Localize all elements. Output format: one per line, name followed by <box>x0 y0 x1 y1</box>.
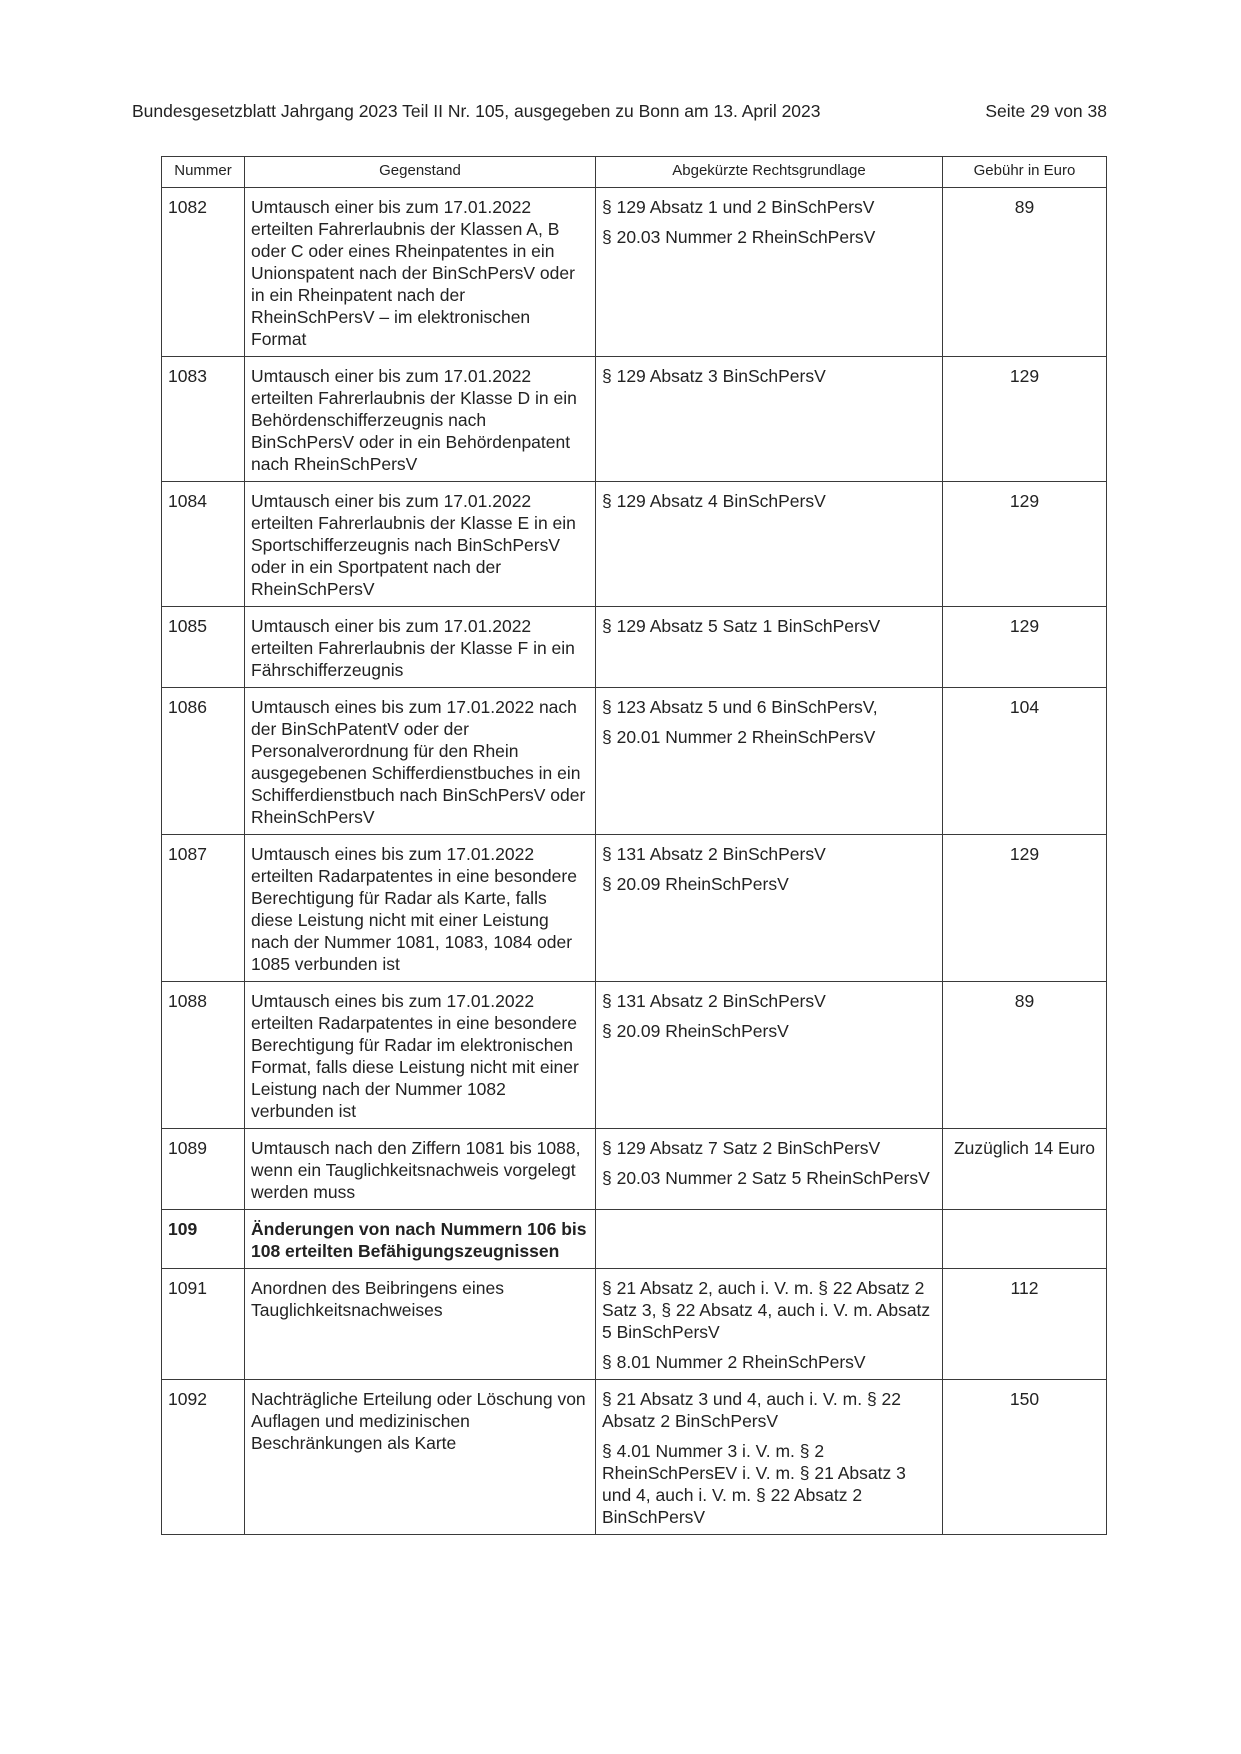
column-header-legal-basis: Abgekürzte Rechtsgrundlage <box>596 157 943 188</box>
table-header-row <box>162 157 1107 188</box>
row-legal-basis <box>596 1269 943 1380</box>
row-legal-basis <box>596 607 943 688</box>
row-fee: Zuzüglich 14 Euro <box>943 1129 1107 1210</box>
row-fee: 129 <box>943 607 1107 688</box>
row-subject: Umtausch nach den Ziffern 1081 bis 1088, wenn ein Tauglichkeitsnachweis vorgelegt werden muss <box>245 1129 596 1210</box>
legal-basis-entry: § 129 Absatz 4 BinSchPersV <box>602 491 826 511</box>
row-number: 1087 <box>162 835 245 982</box>
legal-basis-entry: § 129 Absatz 5 Satz 1 BinSchPersV <box>602 616 881 636</box>
row-legal-basis <box>596 1129 943 1210</box>
legal-basis-entry: § 4.01 Nummer 3 i. V. m. § 2 RheinSchPersEV i. V. m. § 21 Absatz 3 und 4, auch i. V. m. § 22 Absatz 2 BinSchPersV <box>602 1441 906 1527</box>
legal-basis-entry: § 129 Absatz 3 BinSchPersV <box>602 366 826 386</box>
row-fee: 150 <box>943 1380 1107 1535</box>
row-subject: Umtausch eines bis zum 17.01.2022 erteilten Radarpatentes in eine besondere Berechtigung für Radar im elektronischen Format, falls diese Leistung nicht mit einer Leistung nach der Nummer 1082 verbunden ist <box>245 982 596 1129</box>
table-row <box>162 607 1107 688</box>
row-number: 1091 <box>162 1269 245 1380</box>
legal-basis-entry: § 21 Absatz 2, auch i. V. m. § 22 Absatz 2 Satz 3, § 22 Absatz 4, auch i. V. m. Absatz 5 BinSchPersV <box>602 1278 931 1342</box>
table-row <box>162 1380 1107 1535</box>
row-legal-basis <box>596 188 943 357</box>
row-number: 1082 <box>162 188 245 357</box>
row-legal-basis <box>596 982 943 1129</box>
row-number: 1092 <box>162 1380 245 1535</box>
legal-basis-entry: § 20.03 Nummer 2 Satz 5 RheinSchPersV <box>602 1168 930 1188</box>
table-group-row <box>162 1210 1107 1269</box>
row-number: 1084 <box>162 482 245 607</box>
column-header-number: Nummer <box>162 157 245 188</box>
row-legal-basis <box>596 688 943 835</box>
row-subject: Anordnen des Beibringens eines Tauglichkeitsnachweises <box>245 1269 596 1380</box>
fee-table <box>161 156 1107 1535</box>
legal-basis-entry: § 8.01 Nummer 2 RheinSchPersV <box>602 1352 866 1372</box>
row-fee: 89 <box>943 188 1107 357</box>
row-number: 1088 <box>162 982 245 1129</box>
row-number: 1086 <box>162 688 245 835</box>
row-subject: Änderungen von nach Nummern 106 bis 108 erteilten Befähigungszeugnissen <box>245 1210 596 1269</box>
legal-basis-entry: § 129 Absatz 7 Satz 2 BinSchPersV <box>602 1138 881 1158</box>
row-subject: Umtausch eines bis zum 17.01.2022 erteilten Radarpatentes in eine besondere Berechtigung für Radar als Karte, falls diese Leistung nicht mit einer Leistung nach der Nummer 1081, 1083, 1084 oder 1085 verbunden ist <box>245 835 596 982</box>
row-fee: 129 <box>943 835 1107 982</box>
row-number: 1089 <box>162 1129 245 1210</box>
row-legal-basis <box>596 357 943 482</box>
row-legal-basis <box>596 1210 943 1269</box>
legal-basis-entry: § 20.03 Nummer 2 RheinSchPersV <box>602 227 876 247</box>
row-fee: 129 <box>943 357 1107 482</box>
page-header <box>132 99 1107 123</box>
row-subject: Umtausch einer bis zum 17.01.2022 erteilten Fahrerlaubnis der Klasse F in ein Fährschifferzeugnis <box>245 607 596 688</box>
column-header-fee: Gebühr in Euro <box>943 157 1107 188</box>
row-subject: Umtausch eines bis zum 17.01.2022 nach der BinSchPatentV oder der Personalverordnung für den Rhein ausgegebenen Schifferdienstbuches in ein Schifferdienstbuch nach BinSchPersV oder RheinSchPersV <box>245 688 596 835</box>
row-subject: Nachträgliche Erteilung oder Löschung von Auflagen und medizinischen Beschränkungen als Karte <box>245 1380 596 1535</box>
row-number: 109 <box>162 1210 245 1269</box>
legal-basis-entry: § 131 Absatz 2 BinSchPersV <box>602 991 826 1011</box>
table-row <box>162 688 1107 835</box>
column-header-subject: Gegenstand <box>245 157 596 188</box>
row-legal-basis <box>596 1380 943 1535</box>
row-fee: 104 <box>943 688 1107 835</box>
row-number: 1083 <box>162 357 245 482</box>
row-number: 1085 <box>162 607 245 688</box>
legal-basis-entry: § 131 Absatz 2 BinSchPersV <box>602 844 826 864</box>
table-row <box>162 188 1107 357</box>
row-subject: Umtausch einer bis zum 17.01.2022 erteilten Fahrerlaubnis der Klasse D in ein Behördenschifferzeugnis nach BinSchPersV oder in ein Behördenpatent nach RheinSchPersV <box>245 357 596 482</box>
row-legal-basis <box>596 835 943 982</box>
table-row <box>162 982 1107 1129</box>
legal-basis-entry: § 123 Absatz 5 und 6 BinSchPersV, <box>602 697 878 717</box>
table-row <box>162 482 1107 607</box>
page-number: Seite 29 von 38 <box>985 101 1107 121</box>
row-fee: 112 <box>943 1269 1107 1380</box>
table-body <box>162 188 1107 1535</box>
row-fee: 129 <box>943 482 1107 607</box>
table-row <box>162 1269 1107 1380</box>
legal-basis-entry: § 20.09 RheinSchPersV <box>602 1021 789 1041</box>
table-row <box>162 357 1107 482</box>
table-row <box>162 835 1107 982</box>
row-subject: Umtausch einer bis zum 17.01.2022 erteilten Fahrerlaubnis der Klasse E in ein Sportschifferzeugnis nach BinSchPersV oder in ein Sportpatent nach der RheinSchPersV <box>245 482 596 607</box>
legal-basis-entry: § 20.09 RheinSchPersV <box>602 874 789 894</box>
table-row <box>162 1129 1107 1210</box>
legal-basis-entry: § 21 Absatz 3 und 4, auch i. V. m. § 22 Absatz 2 BinSchPersV <box>602 1389 902 1431</box>
row-legal-basis <box>596 482 943 607</box>
row-subject: Umtausch einer bis zum 17.01.2022 erteilten Fahrerlaubnis der Klassen A, B oder C oder eines Rheinpatentes in ein Unionspatent nach der BinSchPersV oder in ein Rheinpatent nach der RheinSchPersV – im elektronischen Format <box>245 188 596 357</box>
row-fee: 89 <box>943 982 1107 1129</box>
document-title: Bundesgesetzblatt Jahrgang 2023 Teil II Nr. 105, ausgegeben zu Bonn am 13. April 2023 <box>132 101 821 121</box>
legal-basis-entry: § 129 Absatz 1 und 2 BinSchPersV <box>602 197 875 217</box>
legal-basis-entry: § 20.01 Nummer 2 RheinSchPersV <box>602 727 876 747</box>
row-fee <box>943 1210 1107 1269</box>
